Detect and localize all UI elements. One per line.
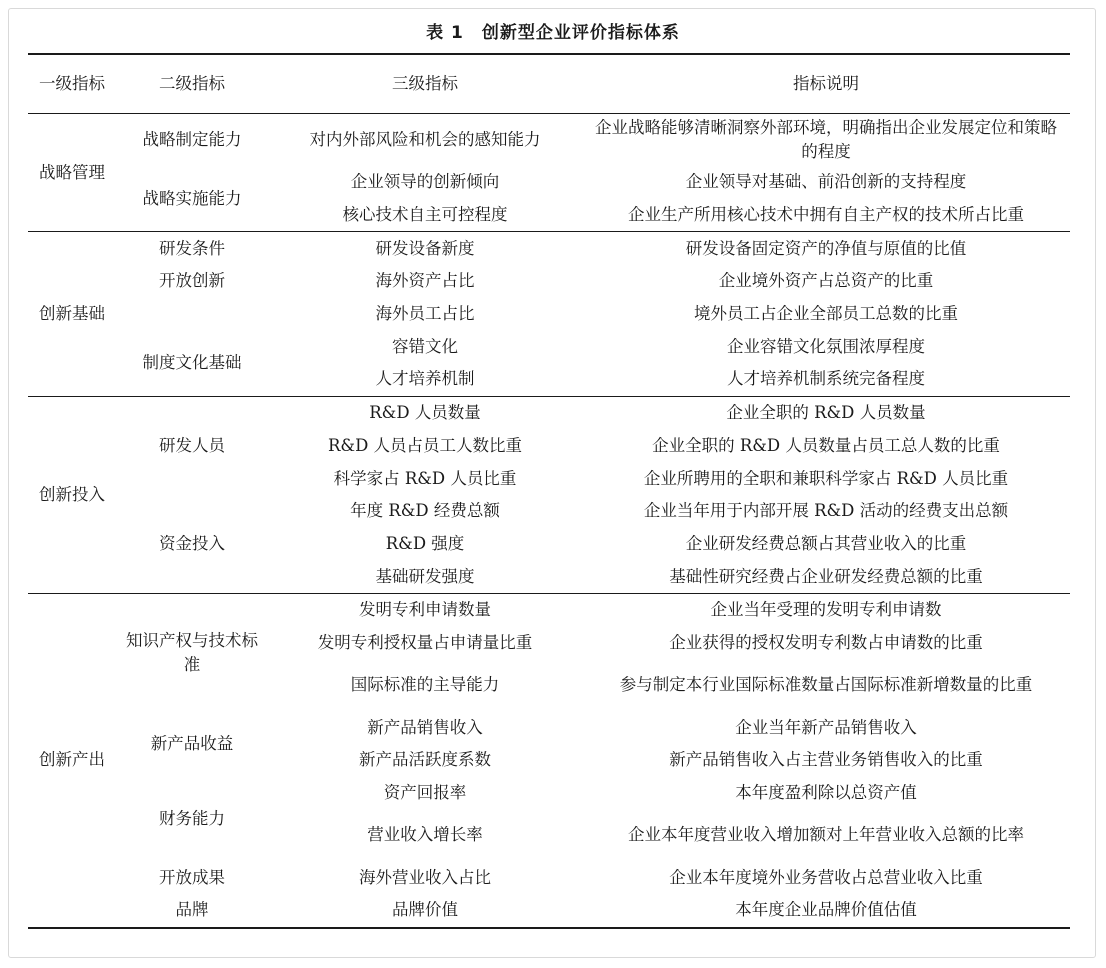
level3-cell: 海外员工占比: [375, 304, 475, 324]
table-row: [28, 711, 1070, 744]
description-cell: 基础性研究经费占企业研发经费总额的比重: [582, 560, 1070, 593]
level2-cell: 开放成果: [159, 867, 225, 887]
level2-cell: 知识产权与技术标准: [126, 630, 258, 674]
header-row: [28, 54, 1070, 114]
level2-cell: 战略实施能力: [116, 166, 268, 232]
table-row: [28, 166, 1070, 199]
description-cell: 本年度企业品牌价值估值: [582, 894, 1070, 928]
description-cell: 企业全职的 R&D 人员数量占员工总人数的比重: [652, 435, 1000, 455]
description-cell: 新产品销售收入占主营业务销售收入的比重: [669, 750, 983, 770]
indicator-table: [28, 53, 1070, 929]
table-row: [28, 396, 1070, 429]
table-row: [28, 593, 1070, 626]
description-cell: 企业所聘用的全职和兼职科学家占 R&D 人员比重: [643, 468, 1009, 488]
description-cell: 企业生产所用核心技术中拥有自主产权的技术所占比重: [582, 199, 1070, 232]
level2-cell: 品牌: [116, 894, 268, 928]
description-cell: 境外员工占企业全部员工总数的比重: [694, 304, 958, 324]
level3-cell: 基础研发强度: [268, 560, 582, 593]
description-cell: 企业容错文化氛围浓厚程度: [727, 336, 925, 356]
level3-cell: 资产回报率: [383, 783, 467, 803]
level1-cell: 创新基础: [28, 232, 116, 396]
level3-cell: 国际标准的主导能力: [350, 675, 500, 695]
level3-cell: 年度 R&D 经费总额: [350, 501, 500, 521]
table-row: [28, 114, 1070, 167]
level3-cell: 科学家占 R&D 人员比重: [333, 468, 517, 488]
level2-cell: 制度文化基础: [116, 330, 268, 396]
description-cell: 企业全职的 R&D 人员数量: [726, 403, 926, 423]
level2-cell: 新产品收益: [150, 734, 234, 753]
table-row: [28, 861, 1070, 894]
header-level3: 三级指标: [268, 54, 582, 114]
level3-cell: 容错文化: [392, 336, 458, 356]
table-row: [28, 265, 1070, 298]
description-cell: 企业境外资产占总资产的比重: [718, 271, 934, 291]
level1-cell: 战略管理: [28, 114, 116, 232]
description-cell: 企业领导对基础、前沿创新的支持程度: [685, 172, 967, 192]
table-row: [28, 330, 1070, 363]
description-cell: 研发设备固定资产的净值与原值的比值: [685, 238, 967, 258]
description-cell: 企业获得的授权发明专利数占申请数的比重: [669, 632, 983, 652]
level3-cell: 海外营业收入占比: [359, 867, 491, 887]
level2-cell: 开放创新: [159, 271, 225, 291]
level3-cell: 新产品销售收入: [367, 717, 483, 737]
table-caption: 表 1 创新型企业评价指标体系: [426, 23, 680, 43]
header-level1: 一级指标: [28, 54, 116, 114]
description-cell: 企业当年新产品销售收入: [735, 717, 917, 737]
header-level2: 二级指标: [116, 54, 268, 114]
level2-cell: 研发条件: [159, 238, 225, 258]
level3-cell: 营业收入增长率: [367, 825, 483, 845]
level3-cell: 品牌价值: [268, 894, 582, 928]
level2-cell: 战略制定能力: [142, 130, 242, 149]
level3-cell: 对内外部风险和机会的感知能力: [309, 130, 541, 149]
description-cell: 企业本年度营业收入增加额对上年营业收入总额的比率: [628, 825, 1024, 845]
level3-cell: 发明专利申请数量: [359, 600, 491, 620]
level2-cell: 研发人员: [159, 435, 225, 455]
level1-cell: 创新投入: [28, 396, 116, 593]
description-cell: 企业本年度境外业务营收占总营业收入比重: [669, 867, 983, 887]
level2-cell: 财务能力: [159, 809, 225, 829]
level3-cell: 研发设备新度: [375, 238, 475, 258]
description-cell: 本年度盈利除以总资产值: [735, 783, 917, 803]
table-row: [28, 777, 1070, 810]
level1-cell: 创新产出: [28, 593, 116, 927]
description-cell: 企业研发经费总额占其营业收入的比重: [685, 533, 967, 553]
level3-cell: R&D 人员占员工人数比重: [327, 435, 523, 455]
level3-cell: 发明专利授权量占申请量比重: [317, 632, 533, 652]
level3-cell: 核心技术自主可控程度: [268, 199, 582, 232]
description-cell: 企业当年用于内部开展 R&D 活动的经费支出总额: [643, 501, 1009, 521]
header-description: 指标说明: [582, 54, 1070, 114]
level3-cell: R&D 人员数量: [369, 403, 481, 423]
level3-cell: 新产品活跃度系数: [359, 750, 491, 770]
level3-cell: 海外资产占比: [375, 271, 475, 291]
table-row: [28, 232, 1070, 265]
table-row: [28, 894, 1070, 928]
level3-cell: R&D 强度: [385, 533, 465, 553]
level3-cell: 企业领导的创新倾向: [350, 172, 500, 192]
description-cell: 企业战略能够清晰洞察外部环境，明确指出企业发展定位和策略的程度: [595, 118, 1057, 161]
description-cell: 人才培养机制系统完备程度: [582, 363, 1070, 396]
table-row: [28, 495, 1070, 528]
level2-cell: 资金投入: [116, 495, 268, 594]
level3-cell: 人才培养机制: [268, 363, 582, 396]
description-cell: 企业当年受理的发明专利申请数: [710, 600, 942, 620]
description-cell: 参与制定本行业国际标准数量占国际标准新增数量的比重: [619, 675, 1033, 695]
